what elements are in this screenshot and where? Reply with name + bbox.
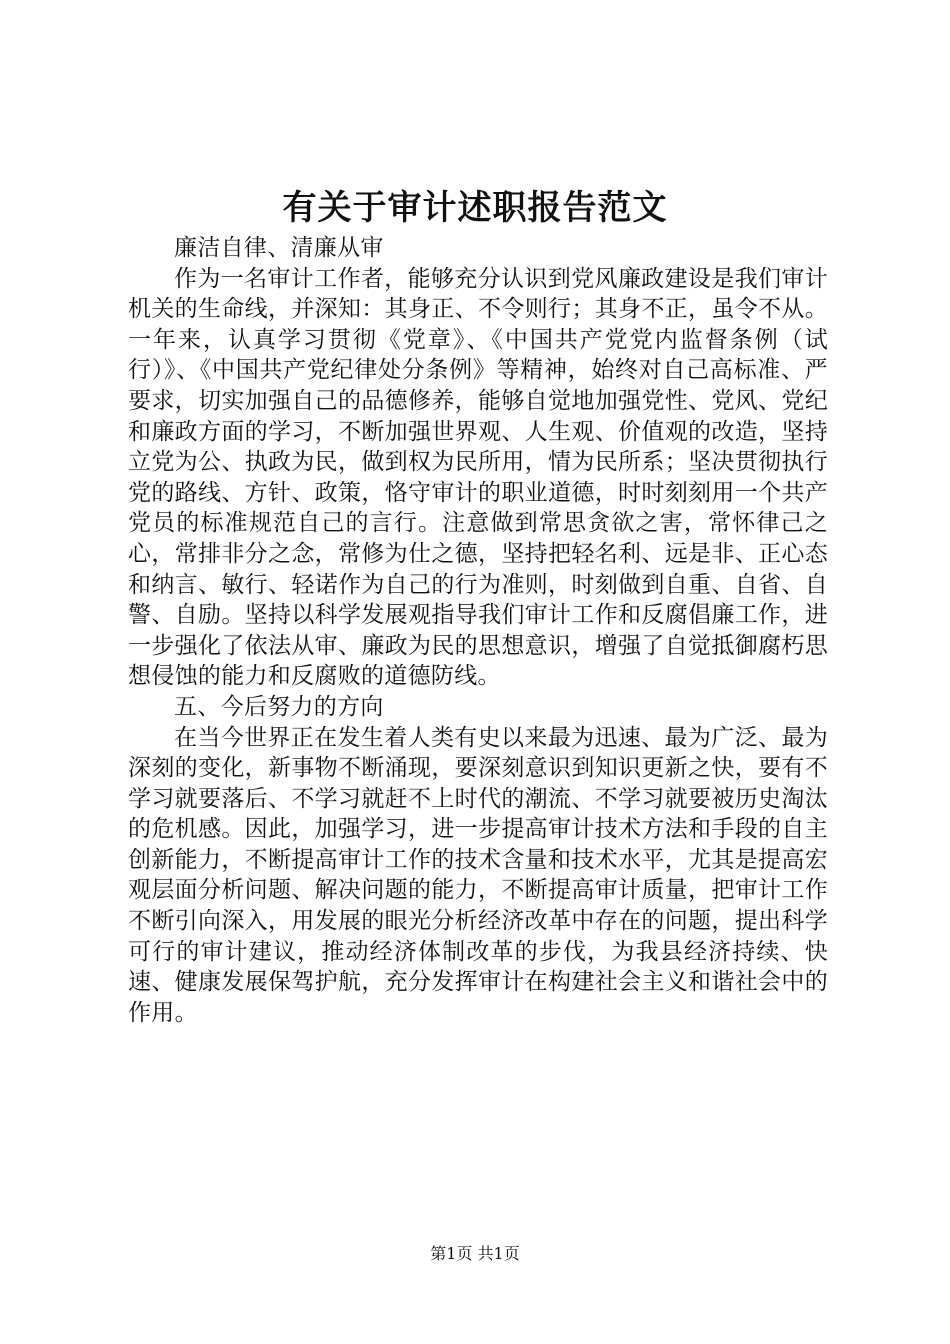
section-heading-future-direction: 五、今后努力的方向 (174, 693, 384, 720)
paragraph-integrity: 作为一名审计工作者，能够充分认识到党风廉政建设是我们审计机关的生命线，并深知：其身正、不令则行；其身不正，虽令不从。一年来，认真学习贯彻《党章》、《中国共产党党内监督条例（试行）》、《中国共产党纪律处分条例》等精神，始终对自己高标准、严要求，切实加强自己的品德修养，能够自觉地加强党性、党风、党纪和廉政方面的学习，不断加强世界观、人生观、价值观的改造，坚持立党为公、执政为民，做到权为民所用，情为民所系；坚决贯彻执行党的路线、方针、政策，恪守审计的职业道德，时时刻刻用一个共产党员的标准规范自己的言行。注意做到常思贪欲之害，常怀律己之心，常排非分之念，常修为仕之德，坚持把轻名利、远是非、正心态和纳言、敏行、轻诺作为自己的行为准则，时刻做到自重、自省、自警、自励。坚持以科学发展观指导我们审计工作和反腐倡廉工作，进一步强化了依法从审、廉政为民的思想意识，增强了自觉抵御腐朽思想侵蚀的能力和反腐败的道德防线。 (128, 265, 828, 690)
paragraph-future-direction: 在当今世界正在发生着人类有史以来最为迅速、最为广泛、最为深刻的变化，新事物不断涌现，要深刻意识到知识更新之快，要有不学习就要落后、不学习就赶不上时代的潮流、不学习就要被历史淘汰的危机感。因此，加强学习，进一步提高审计技术方法和手段的自主创新能力，不断提高审计工作的技术含量和技术水平，尤其是提高宏观层面分析问题、解决问题的能力，不断提高审计质量，把审计工作不断引向深入，用发展的眼光分析经济改革中存在的问题，提出科学可行的审计建议，推动经济体制改革的步伐，为我县经济持续、快速、健康发展保驾护航，充分发挥审计在构建社会主义和谐社会中的作用。 (128, 724, 828, 1026)
page-footer: 第1页 共1页 (430, 1244, 520, 1263)
document-body (128, 233, 828, 1028)
section-heading-integrity: 廉洁自律、清廉从审 (174, 235, 384, 261)
document-title: 有关于审计述职报告范文 (282, 188, 668, 228)
